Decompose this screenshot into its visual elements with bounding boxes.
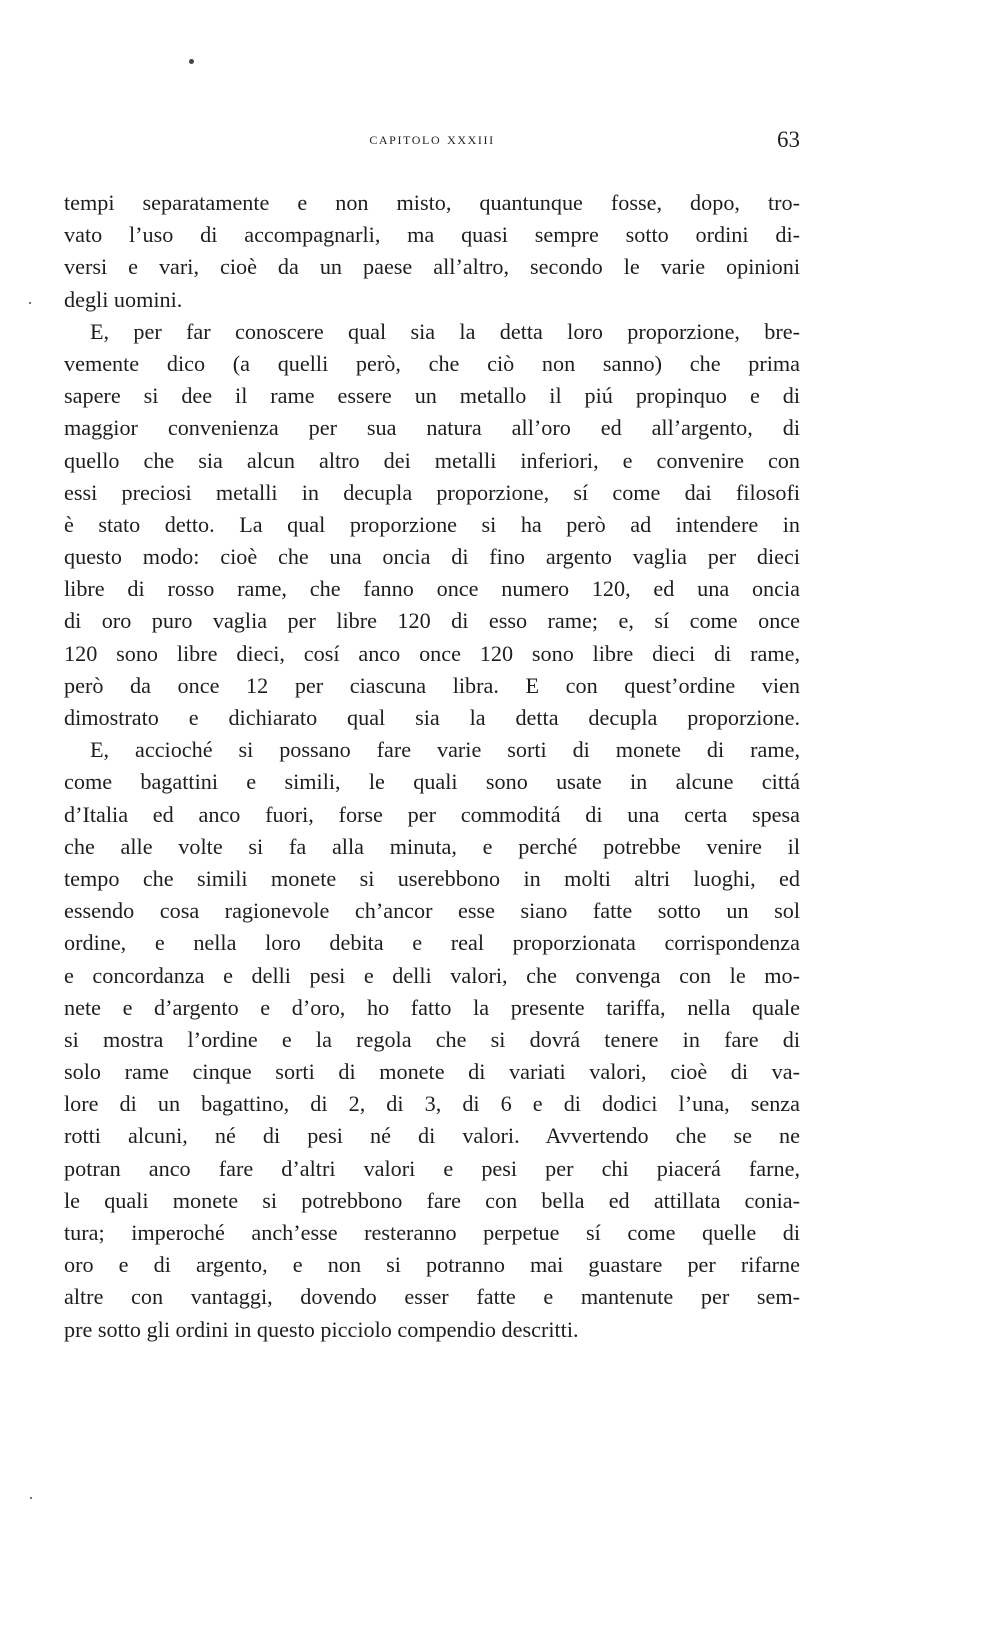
- text-line: solo rame cinque sorti di monete di variati valori, cioè di va-: [64, 1059, 800, 1085]
- text-line: dimostrato e dichiarato qual sia la detta decupla proporzione.: [64, 705, 800, 730]
- text-line: tura; imperoché anch’esse resteranno perpetue sí come quelle di: [64, 1220, 800, 1245]
- text-line: maggior convenienza per sua natura all’oro ed all’argento, di: [64, 415, 800, 441]
- text-line: ordine, e nella loro debita e real proporzionata corrispondenza: [64, 930, 800, 956]
- text-line: però da once 12 per ciascuna libra. E con quest’ordine vien: [64, 672, 800, 698]
- ink-speck: [189, 59, 194, 64]
- page-number: 63: [777, 127, 800, 152]
- text-line: quello che sia alcun altro dei metalli inferiori, e convenire con: [64, 447, 800, 473]
- text-line: d’Italia ed anco fuori, forse per commoditá di una certa spesa: [64, 801, 800, 827]
- page-header: [64, 129, 800, 159]
- text-line: rotti alcuni, né di pesi né di valori. Avvertendo che se ne: [64, 1123, 800, 1149]
- paragraph: [64, 316, 800, 734]
- text-line: è stato detto. La qual proporzione si ha però ad intendere in: [64, 511, 800, 537]
- text-line: questo modo: cioè che una oncia di fino argento vaglia per dieci: [64, 544, 800, 570]
- text-line: si mostra l’ordine e la regola che si dovrá tenere in fare di: [64, 1026, 800, 1052]
- text-line: E, per far conoscere qual sia la detta loro proporzione, bre-: [90, 318, 800, 344]
- text-line: e concordanza e delli pesi e delli valori, che convenga con le mo-: [64, 962, 800, 988]
- text-line: degli uomini.: [64, 286, 183, 312]
- text-line: essendo cosa ragionevole ch’ancor esse siano fatte sotto un sol: [64, 898, 800, 924]
- text-line: pre sotto gli ordini in questo picciolo compendio descritti.: [64, 1316, 579, 1342]
- text-line: E, accioché si possano fare varie sorti di monete di rame,: [90, 737, 800, 763]
- running-head: capitolo xxxiii: [369, 129, 495, 148]
- ink-speck: [29, 302, 31, 304]
- paragraph: [64, 734, 800, 1346]
- text-line: tempi separatamente e non misto, quantunque fosse, dopo, tro-: [64, 190, 800, 215]
- text-line: le quali monete si potrebbono fare con bella ed attillata conia-: [64, 1187, 800, 1213]
- text-line: oro e di argento, e non si potranno mai guastare per rifarne: [64, 1252, 800, 1278]
- text-line: vemente dico (a quelli però, che ciò non sanno) che prima: [64, 350, 800, 376]
- paragraph: [64, 187, 800, 316]
- text-line: lore di un bagattino, di 2, di 3, di 6 e di dodici l’una, senza: [64, 1091, 800, 1117]
- text-line: essi preciosi metalli in decupla proporzione, sí come dai filosofi: [64, 479, 800, 505]
- text-line: come bagattini e simili, le quali sono usate in alcune cittá: [64, 769, 800, 795]
- text-line: 120 sono libre dieci, cosí anco once 120 sono libre dieci di rame,: [64, 640, 800, 666]
- text-line: versi e vari, cioè da un paese all’altro, secondo le varie opinioni: [64, 254, 800, 280]
- text-line: potran anco fare d’altri valori e pesi per chi piacerá farne,: [64, 1155, 800, 1181]
- body-text: [64, 187, 800, 1346]
- text-line: che alle volte si fa alla minuta, e perché potrebbe venire il: [64, 833, 800, 859]
- text-line: nete e d’argento e d’oro, ho fatto la presente tariffa, nella quale: [64, 994, 800, 1020]
- text-line: tempo che simili monete si userebbono in molti altri luoghi, ed: [64, 865, 800, 891]
- text-line: sapere si dee il rame essere un metallo il piú propinquo e di: [64, 383, 800, 409]
- ink-speck: [30, 1497, 32, 1499]
- text-line: vato l’uso di accompagnarli, ma quasi sempre sotto ordini di-: [64, 222, 800, 248]
- text-line: di oro puro vaglia per libre 120 di esso rame; e, sí come once: [64, 608, 800, 634]
- text-line: altre con vantaggi, dovendo esser fatte e mantenute per sem-: [64, 1284, 800, 1310]
- text-line: libre di rosso rame, che fanno once numero 120, ed una oncia: [64, 576, 800, 602]
